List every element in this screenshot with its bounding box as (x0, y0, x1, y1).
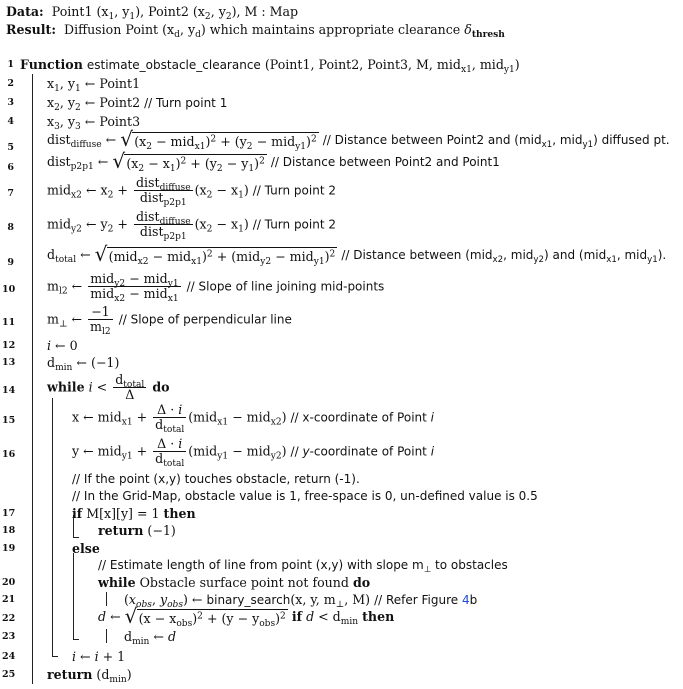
do-keyword: do (152, 379, 170, 395)
line-number: 21 (2, 594, 16, 605)
line-code: return $(d_{min})$ (47, 667, 132, 686)
line-number: 23 (2, 631, 16, 642)
line-number: 6 (7, 162, 14, 173)
if-keyword: if (72, 506, 83, 521)
line-code: $d_{min}$ ← d (124, 629, 177, 648)
line-number: 19 (2, 543, 16, 554)
line-code: i ← i + 1 (72, 649, 126, 664)
line-comment: // Turn point 2 (252, 183, 336, 198)
if-block-end (73, 537, 79, 538)
line-code: if M[x][y] = 1 then (72, 506, 196, 521)
line-code: Function estimate_obstacle_clearance (Point1, Point2, Point3, M, mid$_{x1}$, mid$_{y1}$) (20, 57, 520, 76)
line-code: mid$_{y2}$ ← $y_2$ + $\frac{dist_{diffuse}}{dist_{p2p1}}$ $(x_2 - x_1)$ // Turn point 2 (47, 209, 336, 243)
line-comment: // Distance between (mid$_{x2}$, mid$_{y2}$) and (mid$_{x1}$, mid$_{y1}$). (341, 248, 667, 266)
function-block-rule (32, 74, 33, 684)
while-keyword: while (47, 379, 85, 395)
line-number: 14 (2, 385, 16, 396)
data-text: Point1 ($x_1$, $y_1$), Point2 ($x_2$, $y_2$), M : Map (47, 4, 299, 23)
line-number: 22 (2, 613, 16, 624)
else-keyword: else (72, 541, 100, 556)
line-code: $m_{l2}$ ← $\frac{mid_{y2} - mid_{y1}}{mid_{x2} - mid_{x1}}$ // Slope of line joining mid-points (47, 271, 385, 305)
line-code: $d_{total}$ ← √ $(mid_{x2} - mid_{x1})^2 + (mid_{y2} - mid_{y1})^2$ // Distance between (mid$_{x2}$, mid$_{y2}$) and (mid$_{x1}$, mid$_{y1}$). (47, 242, 667, 268)
line-comment: // Turn point 2 (252, 217, 336, 232)
then-keyword: then (163, 506, 196, 521)
line-code: $d_{min}$ ← (−1) (47, 355, 120, 374)
comment-text: // If the point (x,y) touches obstacle, return (-1). (72, 472, 360, 486)
line-comment: // Distance between Point2 and Point1 (270, 155, 500, 169)
line-code: d ← √ $(x - x_{obs})^2 + (y - y_{obs})^2$ if $d < d_{min}$ then (98, 604, 395, 630)
comment-text: // Estimate length of line from point (x,y) with slope $m_\perp$ to obstacles (98, 558, 508, 576)
line-comment: // Distance between Point2 and (mid$_{x1}$, mid$_{y1}$) diffused pt. (322, 133, 670, 151)
return-keyword: return (47, 667, 93, 682)
inner-if-rule (106, 629, 107, 643)
else-block-rule (73, 553, 74, 639)
line-code: while i < $\frac{d_{total}}{\Delta}$ do (47, 372, 170, 403)
line-code: ($x_{obs}$, $y_{obs}$) ← binary_search(x, y, $m_\perp$, M) // Refer Figure 4b (124, 592, 478, 611)
line-code: $x_1$, $y_1$ ← Point1 (47, 76, 141, 95)
return-keyword: return (98, 523, 144, 538)
line-number: 17 (2, 508, 16, 519)
line-number: 12 (2, 340, 16, 351)
line-number: 1 (7, 59, 14, 70)
while-block-end (52, 656, 58, 657)
line-code: $x_3$, $y_3$ ← Point3 (47, 114, 141, 133)
line-comment: // x-coordinate of Point i (290, 410, 435, 425)
line-comment: // Slope of line joining mid-points (186, 279, 385, 294)
function-keyword: Function (20, 57, 83, 72)
line-number: 20 (2, 577, 16, 588)
do-keyword: do (352, 575, 371, 590)
inner-while-rule (106, 592, 107, 606)
while-keyword: while (98, 575, 136, 590)
else-block-end (73, 639, 79, 640)
line-number: 8 (7, 222, 14, 233)
line-number: 2 (7, 78, 14, 89)
line-number: 11 (2, 317, 16, 328)
figure-ref-link[interactable]: 4 (462, 593, 470, 607)
comment-text: // In the Grid-Map, obstacle value is 1, free-space is 0, un-defined value is 0.5 (72, 489, 538, 503)
data-line (6, 4, 299, 23)
line-comment: // Slope of perpendicular line (118, 312, 292, 327)
line-number: 4 (7, 116, 14, 127)
line-code: dist$_{p2p1}$ ← √ $(x_2 - x_1)^2 + (y_2 - y_1)^2$ // Distance between Point2 and Point1 (47, 149, 500, 175)
line-code: x ← mid$_{x1}$ + $\frac{\Delta \cdot i}{d_{total}}$ (mid$_{x1}$ − mid$_{x2}$) // x-coordinate of Point i (72, 402, 435, 436)
line-comment: // Turn point 1 (144, 96, 228, 110)
line-code: dist$_{diffuse}$ ← √ $(x_2 - mid_{x1})^2 + (y_2 - mid_{y1})^2$ // Distance between Point2 and (mid$_{x1}$, mid$_{y1}$) diffused pt. (47, 127, 670, 153)
line-code: mid$_{x2}$ ← $x_2$ + $\frac{dist_{diffuse}}{dist_{p2p1}}$ $(x_2 - x_1)$ // Turn point 2 (47, 175, 336, 209)
while-condition: Obstacle surface point not found (139, 575, 349, 590)
result-text: Diffusion Point ($x_d$, $y_d$) which maintains appropriate clearance $\delta_{thresh}$ (60, 22, 505, 41)
line-number: 16 (2, 449, 16, 460)
result-line (6, 22, 505, 41)
line-code: return (−1) (98, 523, 176, 538)
function-name: estimate_obstacle_clearance (86, 58, 261, 72)
result-label: Result: (6, 22, 56, 37)
line-number: 13 (2, 357, 16, 368)
if-keyword: if (291, 609, 303, 624)
line-number: 5 (7, 142, 14, 153)
then-keyword: then (362, 609, 395, 624)
line-code: $x_2$, $y_2$ ← Point2 // Turn point 1 (47, 95, 228, 114)
line-code (98, 575, 370, 590)
line-code: $m_\perp$ ← $\frac{-1}{m_{l2}}$ // Slope of perpendicular line (47, 304, 292, 338)
line-code: y ← mid$_{y1}$ + $\frac{\Delta \cdot i}{d_{total}}$ (mid$_{y1}$ − mid$_{y2}$) // y-coordinate of Point i (72, 436, 435, 470)
line-number: 3 (7, 97, 14, 108)
line-comment: // y-coordinate of Point i (290, 444, 435, 459)
line-number: 24 (2, 651, 16, 662)
line-number: 7 (7, 188, 14, 199)
line-code: i ← 0 (47, 338, 78, 353)
line-comment: // Refer Figure 4b (374, 593, 478, 607)
line-number: 10 (2, 284, 16, 295)
line-number: 15 (2, 415, 16, 426)
data-label: Data: (6, 4, 44, 19)
line-code (72, 541, 100, 556)
while-block-rule (52, 398, 53, 656)
line-number: 25 (2, 669, 16, 680)
line-number: 18 (2, 525, 16, 536)
line-number: 9 (7, 257, 14, 268)
